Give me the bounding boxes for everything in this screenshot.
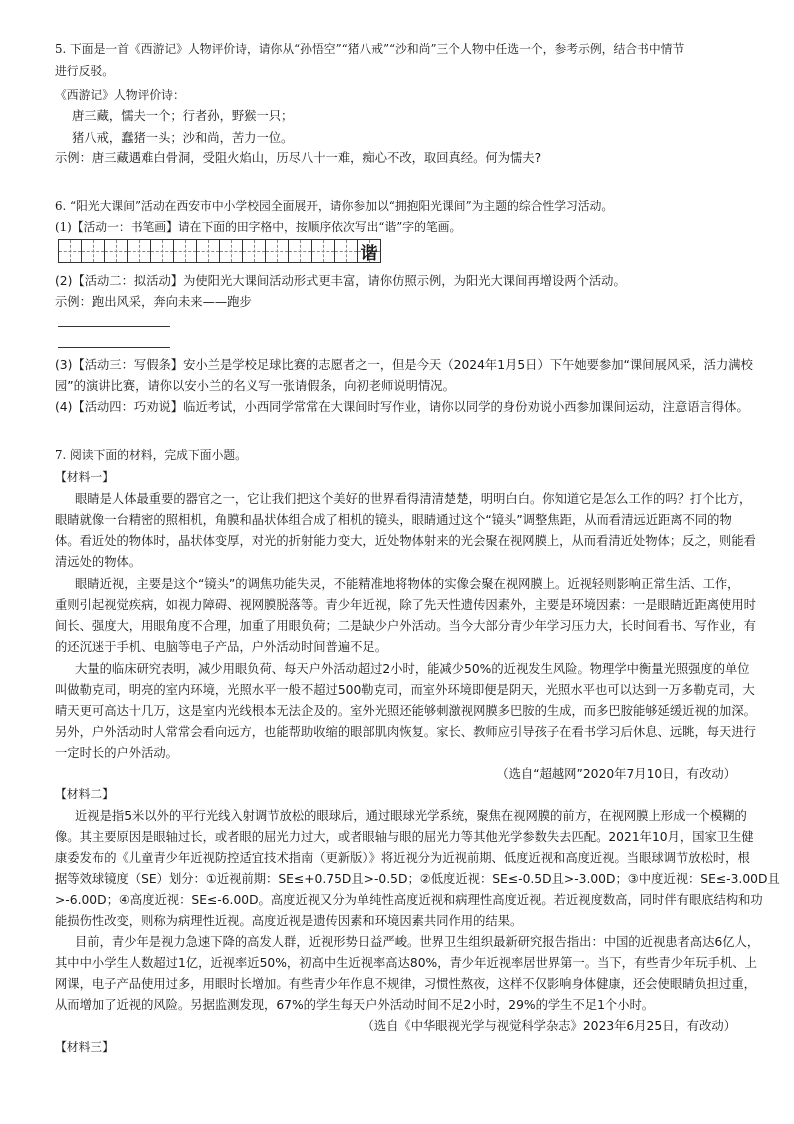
grid-cell[interactable] — [58, 239, 82, 263]
m2-p2-line: 目前，青少年是视力急速下降的高发人群，近视形势日益严峻。世界卫生组织最新研究报告指出：中国的近视患者高达6亿人， — [75, 935, 760, 949]
grid-cell[interactable] — [127, 239, 151, 263]
m2-p1-line: >-6.00D；④高度近视：SE≤-6.00D。高度近视又分为单纯性高度近视和病理性高度近视。若近视度数高，同时伴有眼底结构和功 — [55, 893, 763, 907]
grid-cell[interactable] — [150, 239, 174, 263]
m2-p2-line: 其中中小学生人数超过1亿，近视率近50%，初高中生近视率高达80%，青少年近视率居世界第一。当下，有些青少年玩手机、上 — [55, 956, 757, 970]
grid-cell[interactable] — [242, 239, 266, 263]
m1-p3-line: 叫做勒克司，明亮的室内环境，光照水平一般不超过500勒克司，而室外环境即便是阴天，光照水平也可以达到一万多勒克司，大 — [55, 683, 755, 697]
q5-poem-title: 《西游记》人物评价诗： — [55, 88, 185, 102]
m1-p2-line: 间长、强度大，用眼角度不合理，加重了用眼负荷；二是缺少户外活动。当今大部分青少年学习压力大，长时间看书、写作业，有 — [55, 619, 756, 633]
grid-cell[interactable] — [173, 239, 197, 263]
grid-char: 谐 — [360, 243, 378, 264]
answer-blank-1[interactable] — [58, 326, 170, 327]
grid-cell[interactable] — [311, 239, 335, 263]
m2-p2-line: 网课，电子产品使用过多，用眼时长增加。有些青少年作息不规律，习惯性熬夜，这样不仅影响身体健康，还会使眼睛负担过重， — [55, 977, 756, 991]
m1-p2-line: 眼睛近视，主要是这个“镜头”的调焦功能失灵，不能精准地将物体的实像会聚在视网膜上。近视轻则影响正常生活、工作， — [75, 577, 740, 591]
m1-p1-line: 清远处的物体。 — [55, 555, 142, 569]
material-2-title: 【材料二】 — [55, 787, 114, 801]
m2-source: （选自《中华眼视光学与视觉科学杂志》2023年6月25日，有改动） — [361, 1019, 736, 1033]
m2-p2-line: 从而增加了近视的风险。另据监测发现，67%的学生每天户外活动时间不足2小时，29%的学生不足1个小时。 — [55, 998, 655, 1012]
m2-p1-line: 据等效球镜度（SE）划分：①近视前期：SE≤+0.75D且>-0.5D；②低度近视：SE≤-0.5D且>-3.00D；③中度近视：SE≤-3.00D且 — [55, 872, 780, 886]
m1-p3-line: 一定时长的户外活动。 — [55, 746, 178, 760]
grid-char-cell — [357, 239, 381, 263]
q5-poem-line1: 唐三藏，懦夫一个；行者孙，野猴一只； — [72, 109, 294, 123]
q5-prompt-line1: 5. 下面是一首《西游记》人物评价诗，请你从“孙悟空”“猪八戒”“沙和尚”三个人物中任选一个，参考示例，结合书中情节 — [55, 42, 685, 56]
material-1-title: 【材料一】 — [55, 470, 114, 484]
grid-cell[interactable] — [334, 239, 358, 263]
grid-cell[interactable] — [196, 239, 220, 263]
grid-cell[interactable] — [81, 239, 105, 263]
m1-p2-line: 的还沉迷于手机、电脑等电子产品，户外活动时间普遍不足。 — [55, 640, 388, 654]
m1-p1-line: 眼睛是人体最重要的器官之一，它让我们把这个美好的世界看得清清楚楚，明明白白。你知道它是怎么工作的吗？打个比方， — [75, 492, 752, 506]
grid-cell[interactable] — [265, 239, 289, 263]
m1-p2-line: 重则引起视觉疾病，如视力障碍、视网膜脱落等。青少年近视，除了先天性遗传因素外，主要是环境因素：一是眼睛近距离使用时 — [55, 598, 756, 612]
m1-source: （选自“超越网”2020年7月10日，有改动） — [496, 767, 736, 781]
answer-blank-2[interactable] — [58, 347, 170, 348]
q5-example: 示例：唐三藏遇难白骨洞，受阻火焰山，历尽八十一难，痴心不改，取回真经。何为懦夫? — [55, 151, 542, 165]
m1-p3-line: 大量的临床研究表明，减少用眼负荷、每天户外活动超过2小时，能减少50%的近视发生风险。物理学中衡量光照强度的单位 — [75, 662, 750, 676]
q5-prompt-line2: 进行反驳。 — [55, 64, 114, 78]
q6-sub3-line1: (3)【活动三：写假条】安小兰是学校足球比赛的志愿者之一，但是今天（2024年1月5日）下午她要参加“课间展风采，活力满校 — [55, 358, 753, 372]
m1-p3-line: 另外，户外活动时人常常会看向远方，也能帮助收缩的眼部肌肉恢复。家长、教师应引导孩子在看书学习后休息、远眺，每天进行 — [55, 725, 756, 739]
grid-cell[interactable] — [288, 239, 312, 263]
q6-sub1: (1)【活动一：书笔画】请在下面的田字格中，按顺序依次写出“谐”字的笔画。 — [55, 220, 462, 234]
grid-cell[interactable] — [104, 239, 128, 263]
q6-sub3-line2: 园”的演讲比赛，请你以安小兰的名义写一张请假条，向初老师说明情况。 — [55, 379, 455, 393]
m2-p1-line: 能损伤性改变，则称为病理性近视。高度近视是遗传因素和环境因素共同作用的结果。 — [55, 914, 523, 928]
m2-p1-line: 近视是指5米以外的平行光线入射调节放松的眼球后，通过眼球光学系统，聚焦在视网膜的前方，在视网膜上形成一个模糊的 — [75, 809, 747, 823]
m1-p3-line: 晴天更可高达十几万，这是室内光线根本无法企及的。室外光照还能够刺激视网膜多巴胺的生成，而多巴胺能够延缓近视的加深。 — [55, 704, 756, 718]
q6-sub2: (2)【活动二：拟活动】为使阳光大课间活动形式更丰富，请你仿照示例，为阳光大课间再增设两个活动。 — [55, 274, 626, 288]
tianzige-grid — [58, 239, 381, 263]
q7-prompt: 7. 阅读下面的材料，完成下面小题。 — [55, 448, 247, 462]
q6-example: 示例：跑出风采，奔向未来——跑步 — [55, 295, 252, 309]
material-3-title: 【材料三】 — [55, 1040, 114, 1054]
m1-p1-line: 眼睛就像一台精密的照相机，角膜和晶状体组合成了相机的镜头，眼睛通过这个“镜头”调整焦距，从而看清远近距离不同的物 — [55, 513, 732, 527]
m2-p1-line: 康委发布的《儿童青少年近视防控适宜技术指南（更新版）》将近视分为近视前期、低度近视和高度近视。当眼球调节放松时，根 — [55, 851, 750, 865]
q6-sub4: (4)【活动四：巧劝说】临近考试，小西同学常常在大课间时写作业，请你以同学的身份劝说小西参加课间运动，注意语言得体。 — [55, 400, 749, 414]
q5-poem-line2: 猪八戒，蠢猪一头；沙和尚，苦力一位。 — [72, 131, 294, 145]
grid-cell[interactable] — [219, 239, 243, 263]
m1-p1-line: 体。看近处的物体时，晶状体变厚，对光的折射能力变大，近处物体射来的光会聚在视网膜上，从而看清近处物体；反之，则能看 — [55, 534, 756, 548]
m2-p1-line: 像。其主要原因是眼轴过长，或者眼的屈光力过大，或者眼轴与眼的屈光力等其他光学参数失去匹配。2021年10月，国家卫生健 — [55, 830, 754, 844]
q6-prompt: 6. “阳光大课间”活动在西安市中小学校园全面展开，请你参加以“拥抱阳光课间”为主题的综合性学习活动。 — [55, 199, 614, 213]
